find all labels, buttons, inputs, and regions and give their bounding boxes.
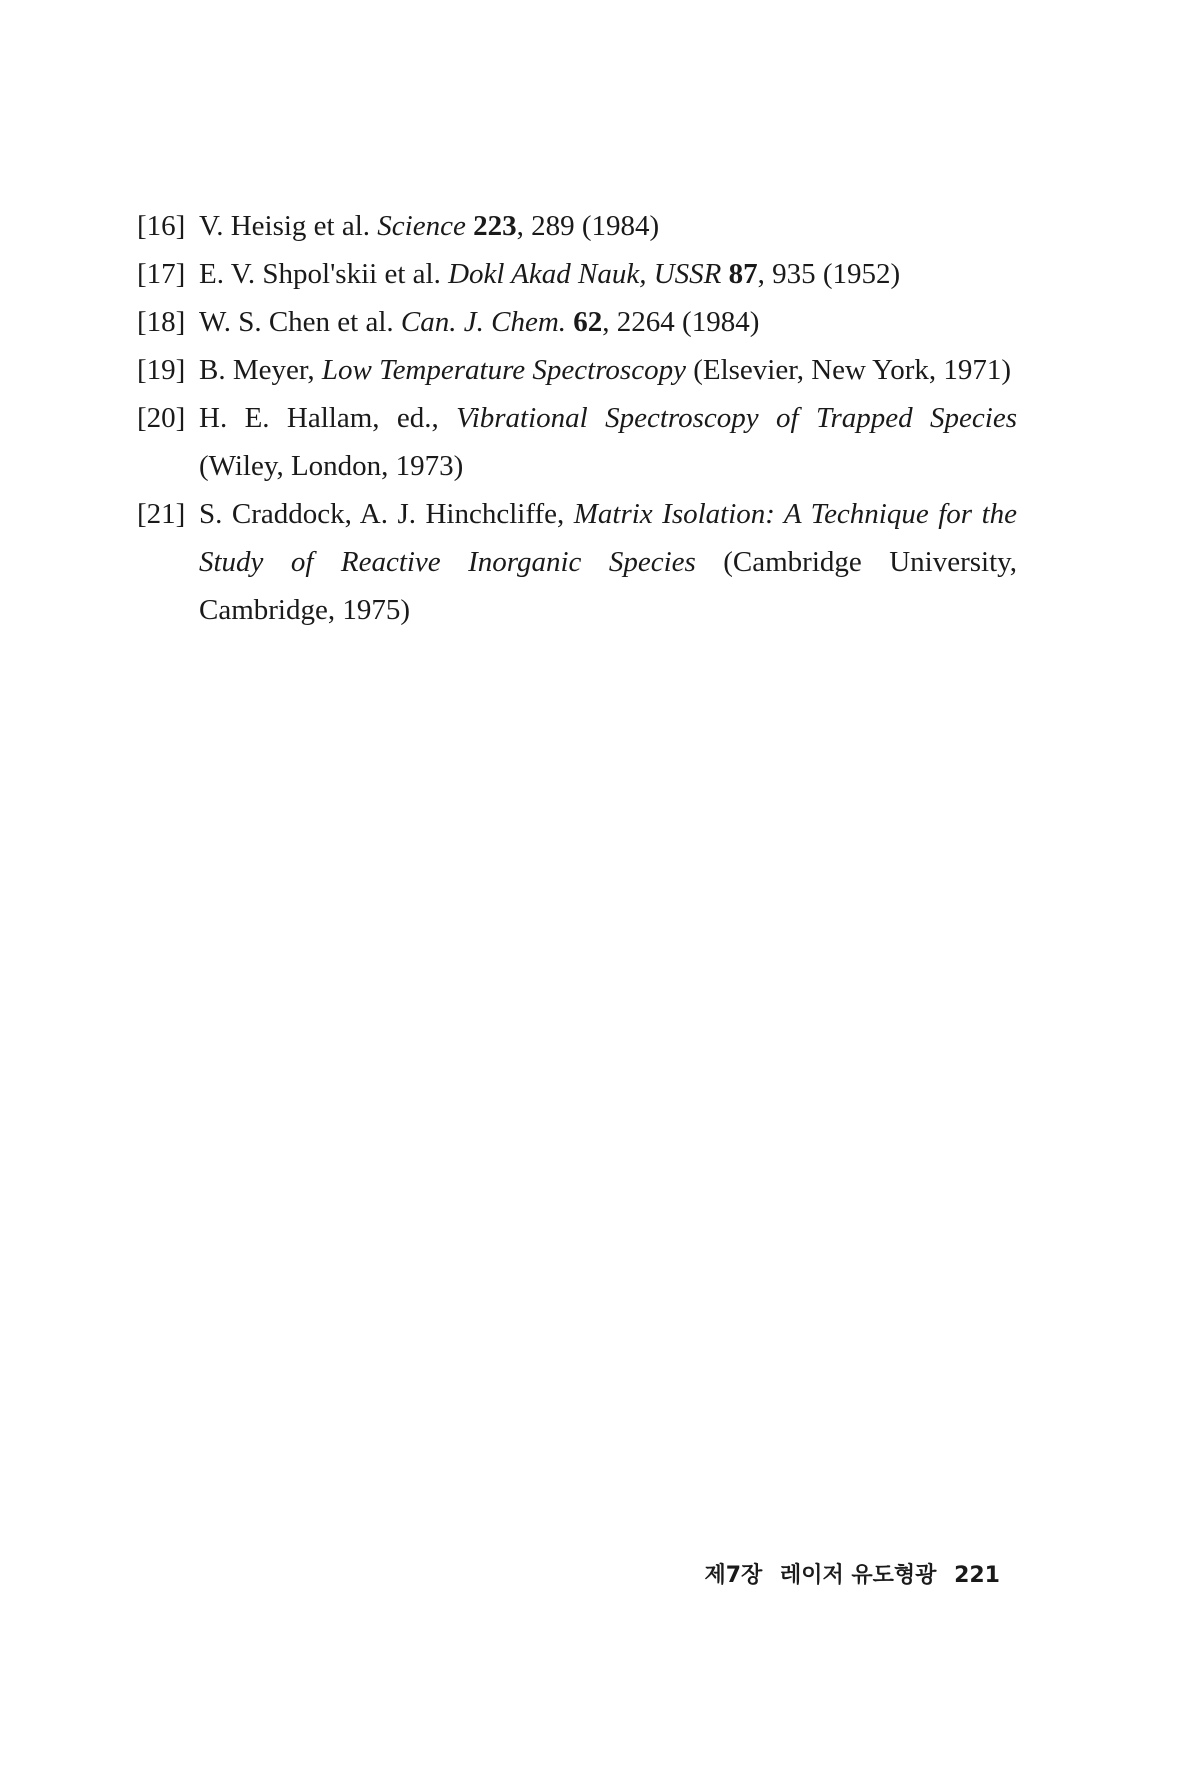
reference-item (137, 298, 1017, 346)
reference-segment: (Cambridge University, Cambridge, 1975) (199, 546, 1017, 626)
reference-number: [16] (137, 210, 186, 242)
reference-item (137, 490, 1017, 634)
reference-text (199, 346, 1017, 394)
reference-segment (721, 258, 728, 290)
reference-title: Low Temperature Spectroscopy (321, 354, 686, 386)
reference-text (199, 298, 1017, 346)
reference-segment: , 289 (1984) (516, 210, 660, 242)
page-number: 221 (954, 1563, 1000, 1588)
reference-segment: E. V. Shpol'skii et al. (199, 258, 449, 290)
reference-segment: S. Craddock, A. J. Hinchcliffe, (199, 498, 574, 530)
reference-volume: 62 (573, 306, 603, 338)
reference-segment: (Elsevier, New York, 1971) (685, 354, 1012, 386)
footer-chapter: 제7장 (704, 1563, 763, 1588)
reference-number: [20] (137, 402, 186, 434)
reference-title: Dokl Akad Nauk, USSR (448, 258, 722, 290)
reference-item (137, 202, 1017, 250)
reference-segment: (Wiley, London, 1973) (199, 450, 464, 482)
reference-segment: W. S. Chen et al. (199, 306, 401, 338)
reference-title: Can. J. Chem. (400, 306, 567, 338)
reference-segment (466, 210, 473, 242)
reference-volume: 87 (728, 258, 758, 290)
reference-segment: H. E. Hallam, ed., (199, 402, 457, 434)
reference-number: [21] (137, 498, 186, 530)
reference-item (137, 250, 1017, 298)
footer-title: 레이저 유도형광 (779, 1563, 937, 1588)
reference-volume: 223 (473, 210, 517, 242)
reference-number: [17] (137, 258, 186, 290)
reference-text (199, 202, 1017, 250)
reference-number: [18] (137, 306, 186, 338)
reference-text (199, 490, 1017, 634)
reference-text (199, 394, 1017, 490)
reference-list (137, 202, 1017, 634)
reference-title: Science (377, 210, 466, 242)
reference-segment: V. Heisig et al. (199, 210, 378, 242)
reference-segment: , 935 (1952) (757, 258, 901, 290)
reference-title: Matrix Isolation: A Technique for the Study of Reactive Inorganic Species (199, 498, 1017, 578)
reference-title: Vibrational Spectroscopy of Trapped Species (456, 402, 1017, 434)
reference-item (137, 346, 1017, 394)
reference-segment: B. Meyer, (199, 354, 322, 386)
running-footer (670, 1558, 1000, 1589)
reference-number: [19] (137, 354, 186, 386)
reference-item (137, 394, 1017, 490)
reference-segment: , 2264 (1984) (602, 306, 760, 338)
reference-text (199, 250, 1017, 298)
